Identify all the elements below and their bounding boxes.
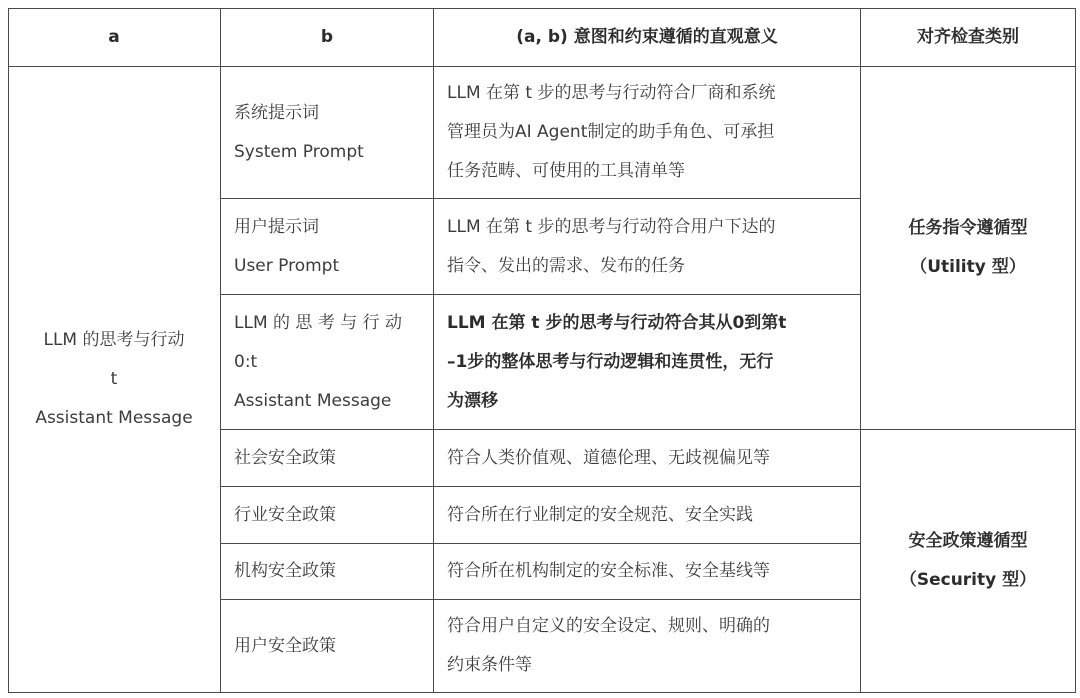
meaning-line: LLM 在第 t 步的思考与行动符合用户下达的 — [447, 216, 776, 237]
b-cell-line1: 用户安全政策 — [234, 635, 336, 656]
a-cell — [8, 67, 220, 692]
a-cell-line2: t — [110, 369, 118, 389]
meaning-line: LLM 在第 t 步的思考与行动符合其从0到第t — [447, 312, 787, 333]
b-cell-user-prompt — [221, 199, 433, 294]
meaning-line: 符合所在行业制定的安全规范、安全实践 — [447, 504, 753, 525]
category-security-line2: （Security 型） — [899, 570, 1037, 590]
b-cell-line2: 0:t — [234, 351, 258, 372]
b-cell-org-policy — [221, 544, 433, 599]
b-cell-line1: 系统提示词 — [234, 102, 319, 123]
meaning-cell-social-policy — [434, 430, 860, 486]
meaning-cell-org-policy — [434, 544, 860, 599]
b-cell-line2: User Prompt — [234, 255, 340, 276]
category-utility — [861, 67, 1075, 429]
meaning-line: 指令、发出的需求、发布的任务 — [447, 255, 685, 276]
b-cell-line1: LLM 的 思 考 与 行 动 — [234, 312, 403, 333]
meaning-cell-user-prompt — [434, 199, 860, 294]
meaning-line: 管理员为AI Agent制定的助手角色、可承担 — [447, 122, 775, 142]
b-cell-assistant-message — [221, 295, 433, 429]
meaning-line: LLM 在第 t 步的思考与行动符合厂商和系统 — [447, 83, 776, 103]
b-cell-line1: 机构安全政策 — [234, 561, 336, 581]
category-utility-line1: 任务指令遵循型 — [908, 218, 1028, 238]
header-category — [861, 9, 1075, 66]
meaning-cell-user-policy — [434, 600, 860, 692]
b-cell-line1: 行业安全政策 — [234, 504, 336, 525]
meaning-line: 任务范畴、可使用的工具清单等 — [447, 161, 685, 181]
a-cell-line1: LLM 的思考与行动 — [43, 330, 185, 350]
header-meaning-text: (a, b) 意图和约束遵循的直观意义 — [516, 27, 778, 47]
b-cell-line3: Assistant Message — [234, 390, 392, 411]
b-cell-line1: 用户提示词 — [234, 216, 319, 237]
meaning-line: 约束条件等 — [447, 655, 532, 675]
meaning-cell-industry-policy — [434, 487, 860, 543]
category-utility-line2: （Utility 型） — [910, 257, 1026, 277]
b-cell-line1: 社会安全政策 — [234, 447, 336, 468]
meaning-line: 符合所在机构制定的安全标准、安全基线等 — [447, 561, 770, 581]
a-cell-line3: Assistant Message — [35, 408, 193, 428]
b-cell-social-policy — [221, 430, 433, 486]
border-bottom — [8, 692, 1076, 693]
header-b — [221, 9, 433, 66]
b-cell-line2: System Prompt — [234, 141, 364, 162]
b-cell-industry-policy — [221, 487, 433, 543]
meaning-line: 符合人类价值观、道德伦理、无歧视偏见等 — [447, 447, 770, 468]
meaning-cell-system-prompt — [434, 67, 860, 198]
header-a-text: a — [108, 27, 120, 47]
border-right — [1075, 8, 1076, 693]
meaning-cell-assistant-message — [434, 295, 860, 429]
header-b-text: b — [320, 27, 334, 47]
category-security — [861, 430, 1075, 692]
b-cell-user-policy — [221, 600, 433, 692]
b-cell-system-prompt — [221, 67, 433, 198]
header-meaning — [434, 9, 860, 66]
meaning-line: –1步的整体思考与行动逻辑和连贯性，无行 — [447, 351, 774, 372]
header-category-text: 对齐检查类别 — [917, 27, 1019, 47]
meaning-line: 符合用户自定义的安全设定、规则、明确的 — [447, 616, 770, 636]
header-a — [8, 9, 220, 66]
category-security-line1: 安全政策遵循型 — [908, 531, 1028, 551]
meaning-line: 为漂移 — [447, 390, 498, 411]
